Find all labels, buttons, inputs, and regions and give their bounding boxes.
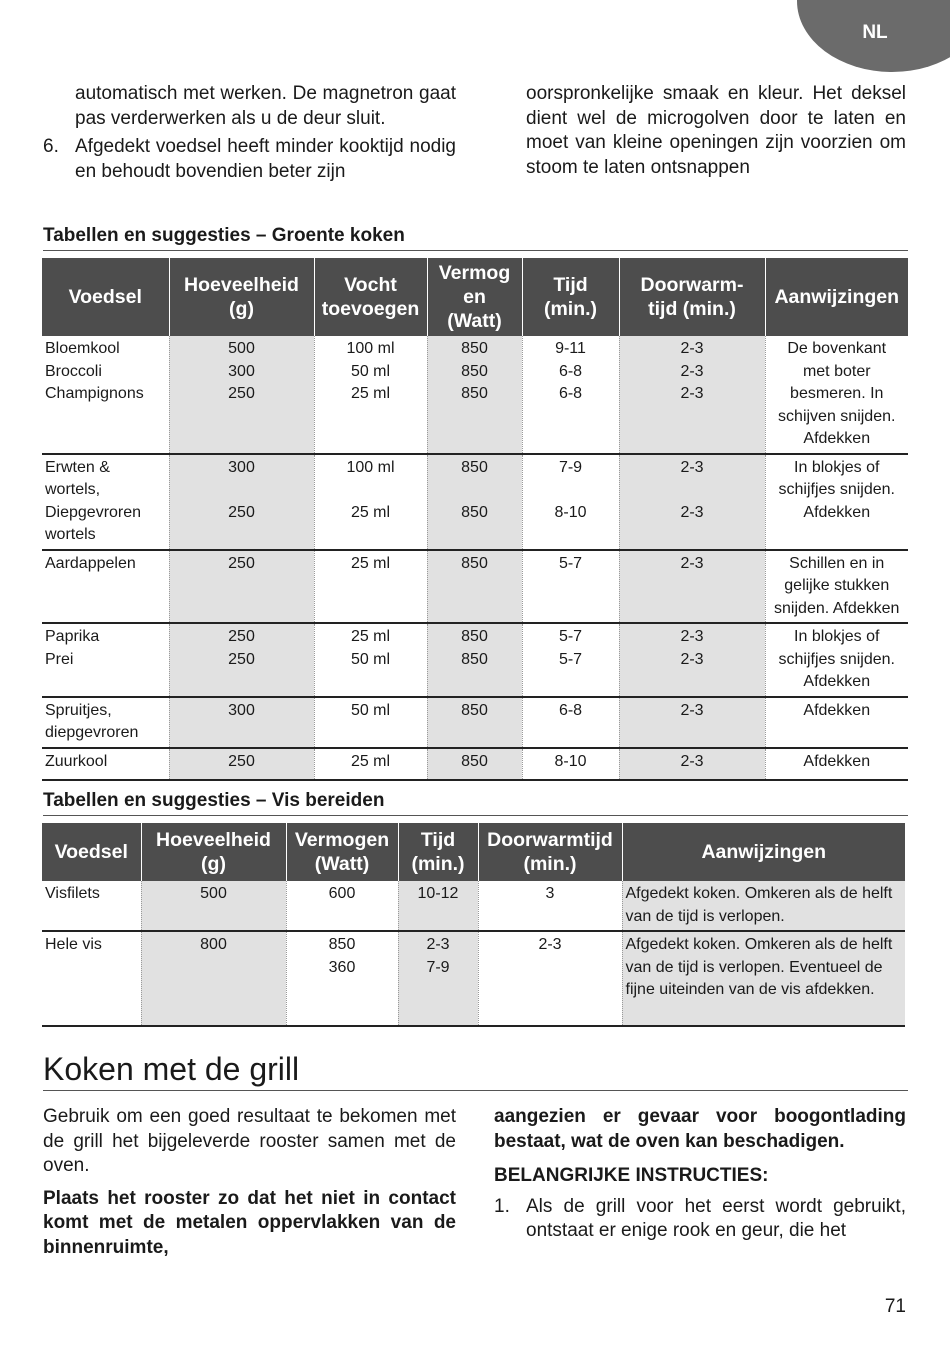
fish-table-heading: Tabellen en suggesties – Vis bereiden (43, 790, 908, 816)
list-item-6-text: Afgedekt voedsel heeft minder kooktijd nodig en behoudt bovendien beter zijn (75, 136, 456, 182)
veg-header-liquid: Vocht toevoegen (314, 258, 427, 336)
cell-power: 850 850 (427, 454, 522, 550)
cell-time: 2-3 7-9 (398, 931, 478, 1026)
cell-quantity: 500 300 250 (169, 336, 314, 454)
table-row (42, 336, 908, 454)
cell-power: 850 (427, 550, 522, 624)
cell-food: Paprika Prei (42, 623, 169, 697)
veg-header-power: Vermog en (Watt) (427, 258, 522, 336)
table-row (42, 931, 905, 1026)
fish-header-power: Vermogen (Watt) (286, 823, 398, 881)
cell-food: Hele vis (42, 931, 141, 1026)
intro-right-text: oorspronkelijke smaak en kleur. Het deksel dient wel de microgolven door te laten en moet van kleine openingen zijn voorzien om stoom te laten ontsnappen (526, 83, 906, 178)
cell-quantity: 250 250 (169, 623, 314, 697)
veg-table (42, 258, 908, 781)
intro-left-column (43, 82, 456, 184)
list-item-6 (43, 135, 456, 184)
table-row (42, 550, 908, 624)
cell-power: 850 (427, 697, 522, 748)
cell-time: 6-8 (522, 697, 619, 748)
cell-time: 9-11 6-8 6-8 (522, 336, 619, 454)
cell-standing-time: 2-3 (619, 697, 765, 748)
grill-paragraph-1: Gebruik om een goed resultaat te bekomen met de grill het bijgeleverde rooster samen met de oven. (43, 1106, 456, 1176)
cell-power: 850 (427, 748, 522, 780)
instructions-heading: BELANGRIJKE INSTRUCTIES: (494, 1165, 769, 1186)
cell-notes: In blokjes of schijfjes snijden. Afdekken (765, 454, 908, 550)
cell-time: 10-12 (398, 881, 478, 931)
fish-header-time: Tijd (min.) (398, 823, 478, 881)
fish-table (42, 823, 905, 1027)
cell-time: 5-7 5-7 (522, 623, 619, 697)
cell-liquid: 100 ml 25 ml (314, 454, 427, 550)
cell-liquid: 50 ml (314, 697, 427, 748)
cell-liquid: 25 ml 50 ml (314, 623, 427, 697)
fish-header-notes: Aanwijzingen (622, 823, 905, 881)
cell-notes: Afgedekt koken. Omkeren als de helft van de tijd is verlopen. (622, 881, 905, 931)
cell-food: Erwten & wortels, Diepgevroren wortels (42, 454, 169, 550)
list-item-1-number: 1. (494, 1195, 510, 1217)
veg-header-time: Tijd (min.) (522, 258, 619, 336)
cell-time: 7-9 8-10 (522, 454, 619, 550)
cell-standing-time: 2-3 (478, 931, 622, 1026)
list-item-6-number: 6. (43, 136, 59, 157)
cell-time: 8-10 (522, 748, 619, 780)
intro-right-column (526, 82, 906, 180)
cell-food: Spruitjes, diepgevroren (42, 697, 169, 748)
list-item-1 (494, 1195, 906, 1244)
cell-liquid: 25 ml (314, 550, 427, 624)
cell-power: 850 850 850 (427, 336, 522, 454)
cell-notes: Afdekken (765, 697, 908, 748)
cell-quantity: 300 (169, 697, 314, 748)
table-row (42, 697, 908, 748)
fish-header-food: Voedsel (42, 823, 141, 881)
cell-food: Aardappelen (42, 550, 169, 624)
cell-notes: De bovenkant met boter besmeren. In schijven snijden. Afdekken (765, 336, 908, 454)
cell-standing-time: 2-3 2-3 (619, 623, 765, 697)
fish-header-quantity: Hoeveelheid (g) (141, 823, 286, 881)
table-row (42, 454, 908, 550)
cell-quantity: 300 250 (169, 454, 314, 550)
cell-food: Visfilets (42, 881, 141, 931)
cell-power: 850 850 (427, 623, 522, 697)
cell-quantity: 800 (141, 931, 286, 1026)
fish-header-row (42, 823, 905, 881)
grill-left-column (43, 1105, 456, 1260)
cell-standing-time: 3 (478, 881, 622, 931)
cell-liquid: 100 ml 50 ml 25 ml (314, 336, 427, 454)
intro-left-text: automatisch met werken. De magnetron gaat pas verderwerken als u de deur sluit. (75, 83, 456, 129)
cell-food: Bloemkool Broccoli Champignons (42, 336, 169, 454)
veg-header-row (42, 258, 908, 336)
section-title: Koken met de grill (43, 1051, 908, 1091)
table-row (42, 623, 908, 697)
grill-paragraph-3: aangezien er gevaar voor boogontlading bestaat, wat de oven kan beschadigen. (494, 1106, 906, 1152)
cell-notes: Schillen en in gelijke stukken snijden. Afdekken (765, 550, 908, 624)
page-number: 71 (884, 1296, 906, 1317)
cell-power: 600 (286, 881, 398, 931)
language-label: NL (862, 22, 888, 43)
cell-standing-time: 2-3 (619, 550, 765, 624)
table-row (42, 881, 905, 931)
cell-quantity: 250 (169, 550, 314, 624)
veg-header-notes: Aanwijzingen (765, 258, 908, 336)
cell-quantity: 250 (169, 748, 314, 780)
list-item-1-text: Als de grill voor het eerst wordt gebruikt, ontstaat er enige rook en geur, die het (526, 1195, 906, 1241)
grill-right-column (494, 1105, 906, 1244)
cell-standing-time: 2-3 (619, 748, 765, 780)
cell-food: Zuurkool (42, 748, 169, 780)
veg-header-standing-time: Doorwarm- tijd (min.) (619, 258, 765, 336)
veg-header-quantity: Hoeveelheid (g) (169, 258, 314, 336)
cell-notes: Afgedekt koken. Omkeren als de helft van de tijd is verlopen. Eventueel de fijne uiteinden van de vis afdekken. (622, 931, 905, 1026)
cell-time: 5-7 (522, 550, 619, 624)
veg-table-heading: Tabellen en suggesties – Groente koken (43, 225, 908, 251)
fish-header-standing-time: Doorwarmtijd (min.) (478, 823, 622, 881)
cell-notes: Afdekken (765, 748, 908, 780)
cell-standing-time: 2-3 2-3 (619, 454, 765, 550)
cell-quantity: 500 (141, 881, 286, 931)
cell-liquid: 25 ml (314, 748, 427, 780)
grill-paragraph-2: Plaats het rooster zo dat het niet in contact komt met de metalen oppervlakken van de binnenruimte, (43, 1187, 456, 1258)
table-row (42, 748, 908, 780)
veg-header-food: Voedsel (42, 258, 169, 336)
cell-notes: In blokjes of schijfjes snijden. Afdekken (765, 623, 908, 697)
cell-standing-time: 2-3 2-3 2-3 (619, 336, 765, 454)
cell-power: 850 360 (286, 931, 398, 1026)
